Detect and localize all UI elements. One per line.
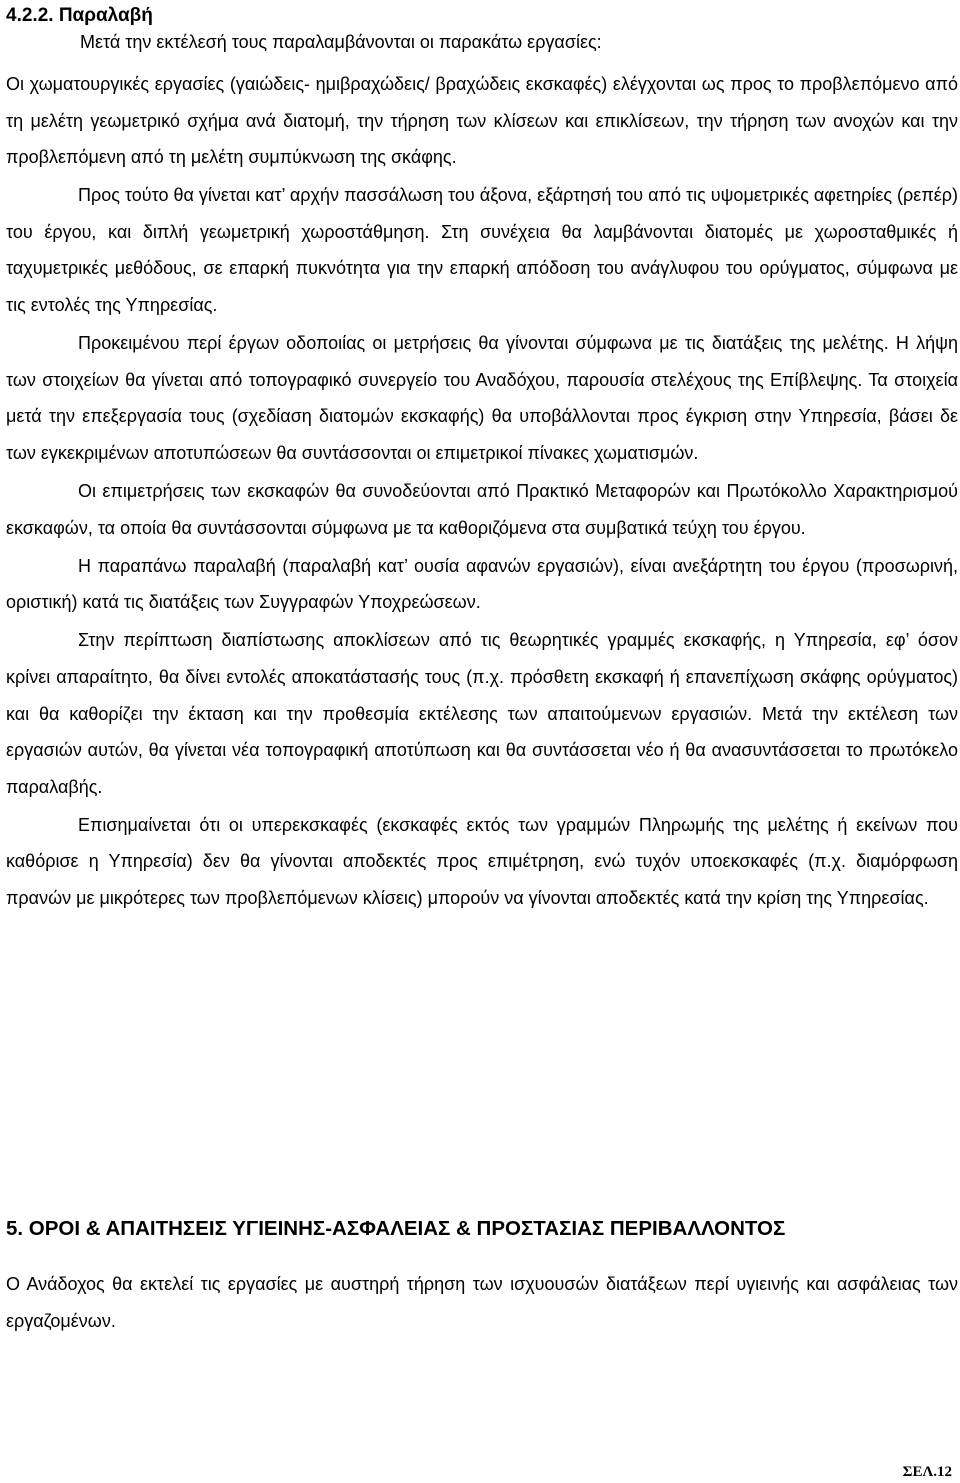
subsection-heading: 4.2.2. Παραλαβή [6,5,153,26]
paragraph-1: Οι χωματουργικές εργασίες (γαιώδεις- ημιβραχώδεις/ βραχώδεις εκσκαφές) ελέγχονται ως προς το προβλεπόμενο από τη μελέτη γεωμετρικό σχήμα ανά διατομή, την τήρηση των κλίσεων και επικλίσεων, την τήρηση των ανοχών και την προβλεπόμενη από τη μελέτη συμπύκνωση της σκάφης. [6,74,958,168]
paragraph-4: Οι επιμετρήσεις των εκσκαφών θα συνοδεύονται από Πρακτικό Μεταφορών και Πρωτόκολλο Χαρακτηρισμού εκσκαφών, τα οποία θα συντάσσονται σύμφωνα με τα καθοριζόμενα στα συμβατικά τεύχη του έργου. [6,481,958,538]
paragraph-2: Προς τούτο θα γίνεται κατ’ αρχήν πασσάλωση του άξονα, εξάρτησή του από τις υψομετρικές αφετηρίες (ρεπέρ) του έργου, και διπλή γεωμετρική χωροστάθμηση. Στη συνέχεια θα λαμβάνονται διατομές με χωροσταθμικές ή ταχυμετρικές μεθόδους, σε επαρκή πυκνότητα για την επαρκή απόδοση του ανάγλυφου του ορύγματος, σύμφωνα με τις εντολές της Υπηρεσίας. [6,185,958,316]
section-body: Ο Ανάδοχος θα εκτελεί τις εργασίες με αυστηρή τήρηση των ισχυουσών διατάξεων περί υγιεινής και ασφάλειας των εργαζομένων. [6,1274,958,1331]
subsection-lead: Μετά την εκτέλεσή τους παραλαμβάνονται οι παρακάτω εργασίες: [80,32,602,52]
document-page [6,0,958,1483]
section-heading: 5. ΟΡΟΙ & ΑΠΑΙΤΗΣΕΙΣ ΥΓΙΕΙΝΗΣ-ΑΣΦΑΛΕΙΑΣ & ΠΡΟΣΤΑΣΙΑΣ ΠΕΡΙΒΑΛΛΟΝΤΟΣ [6,1217,786,1240]
paragraph-5: Η παραπάνω παραλαβή (παραλαβή κατ’ ουσία αφανών εργασιών), είναι ανεξάρτητη του έργου (προσωρινή, οριστική) κατά τις διατάξεις των Συγγραφών Υποχρεώσεων. [6,555,958,613]
paragraph-6: Στην περίπτωση διαπίστωσης αποκλίσεων από τις θεωρητικές γραμμές εκσκαφής, η Υπηρεσία, εφ’ όσον κρίνει απαραίτητο, θα δίνει εντολές αποκατάστασής τους (π.χ. πρόσθετη εκσκαφή ή επανεπίχωση σκάφης ορύγματος) και θα καθορίζει την έκταση και την προθεσμία εκτέλεσης των απαιτούμενων εργασιών. Μετά την εκτέλεση των εργασιών αυτών, θα γίνεται νέα τοπογραφική αποτύπωση και θα συντάσσεται νέο ή θα ανασυντάσσεται το πρωτόκελο παραλαβής. [6,630,958,797]
page-number: ΣΕΛ.12 [902,1464,952,1480]
paragraph-3: Προκειμένου περί έργων οδοποιίας οι μετρήσεις θα γίνονται σύμφωνα με τις διατάξεις της μελέτης. Η λήψη των στοιχείων θα γίνεται από τοπογραφικό συνεργείο του Αναδόχου, παρουσία στελέχους της Επίβλεψης. Τα στοιχεία μετά την επεξεργασία τους (σχεδίαση διατομών εκσκαφής) θα υποβάλλονται προς έγκριση στην Υπηρεσία, βάσει δε των εγκεκριμένων αποτυπώσεων θα συντάσσονται οι επιμετρικοί πίνακες χωματισμών. [6,333,958,463]
paragraph-7: Επισημαίνεται ότι οι υπερεκσκαφές (εκσκαφές εκτός των γραμμών Πληρωμής της μελέτης ή εκείνων που καθόρισε η Υπηρεσία) δεν θα γίνονται αποδεκτές προς επιμέτρηση, ενώ τυχόν υποεκσκαφές (π.χ. διαμόρφωση πρανών με μικρότερες των προβλεπόμενων κλίσεις) μπορούν να γίνονται αποδεκτές κατά την κρίση της Υπηρεσίας. [6,814,958,909]
subsection-body [6,66,958,918]
